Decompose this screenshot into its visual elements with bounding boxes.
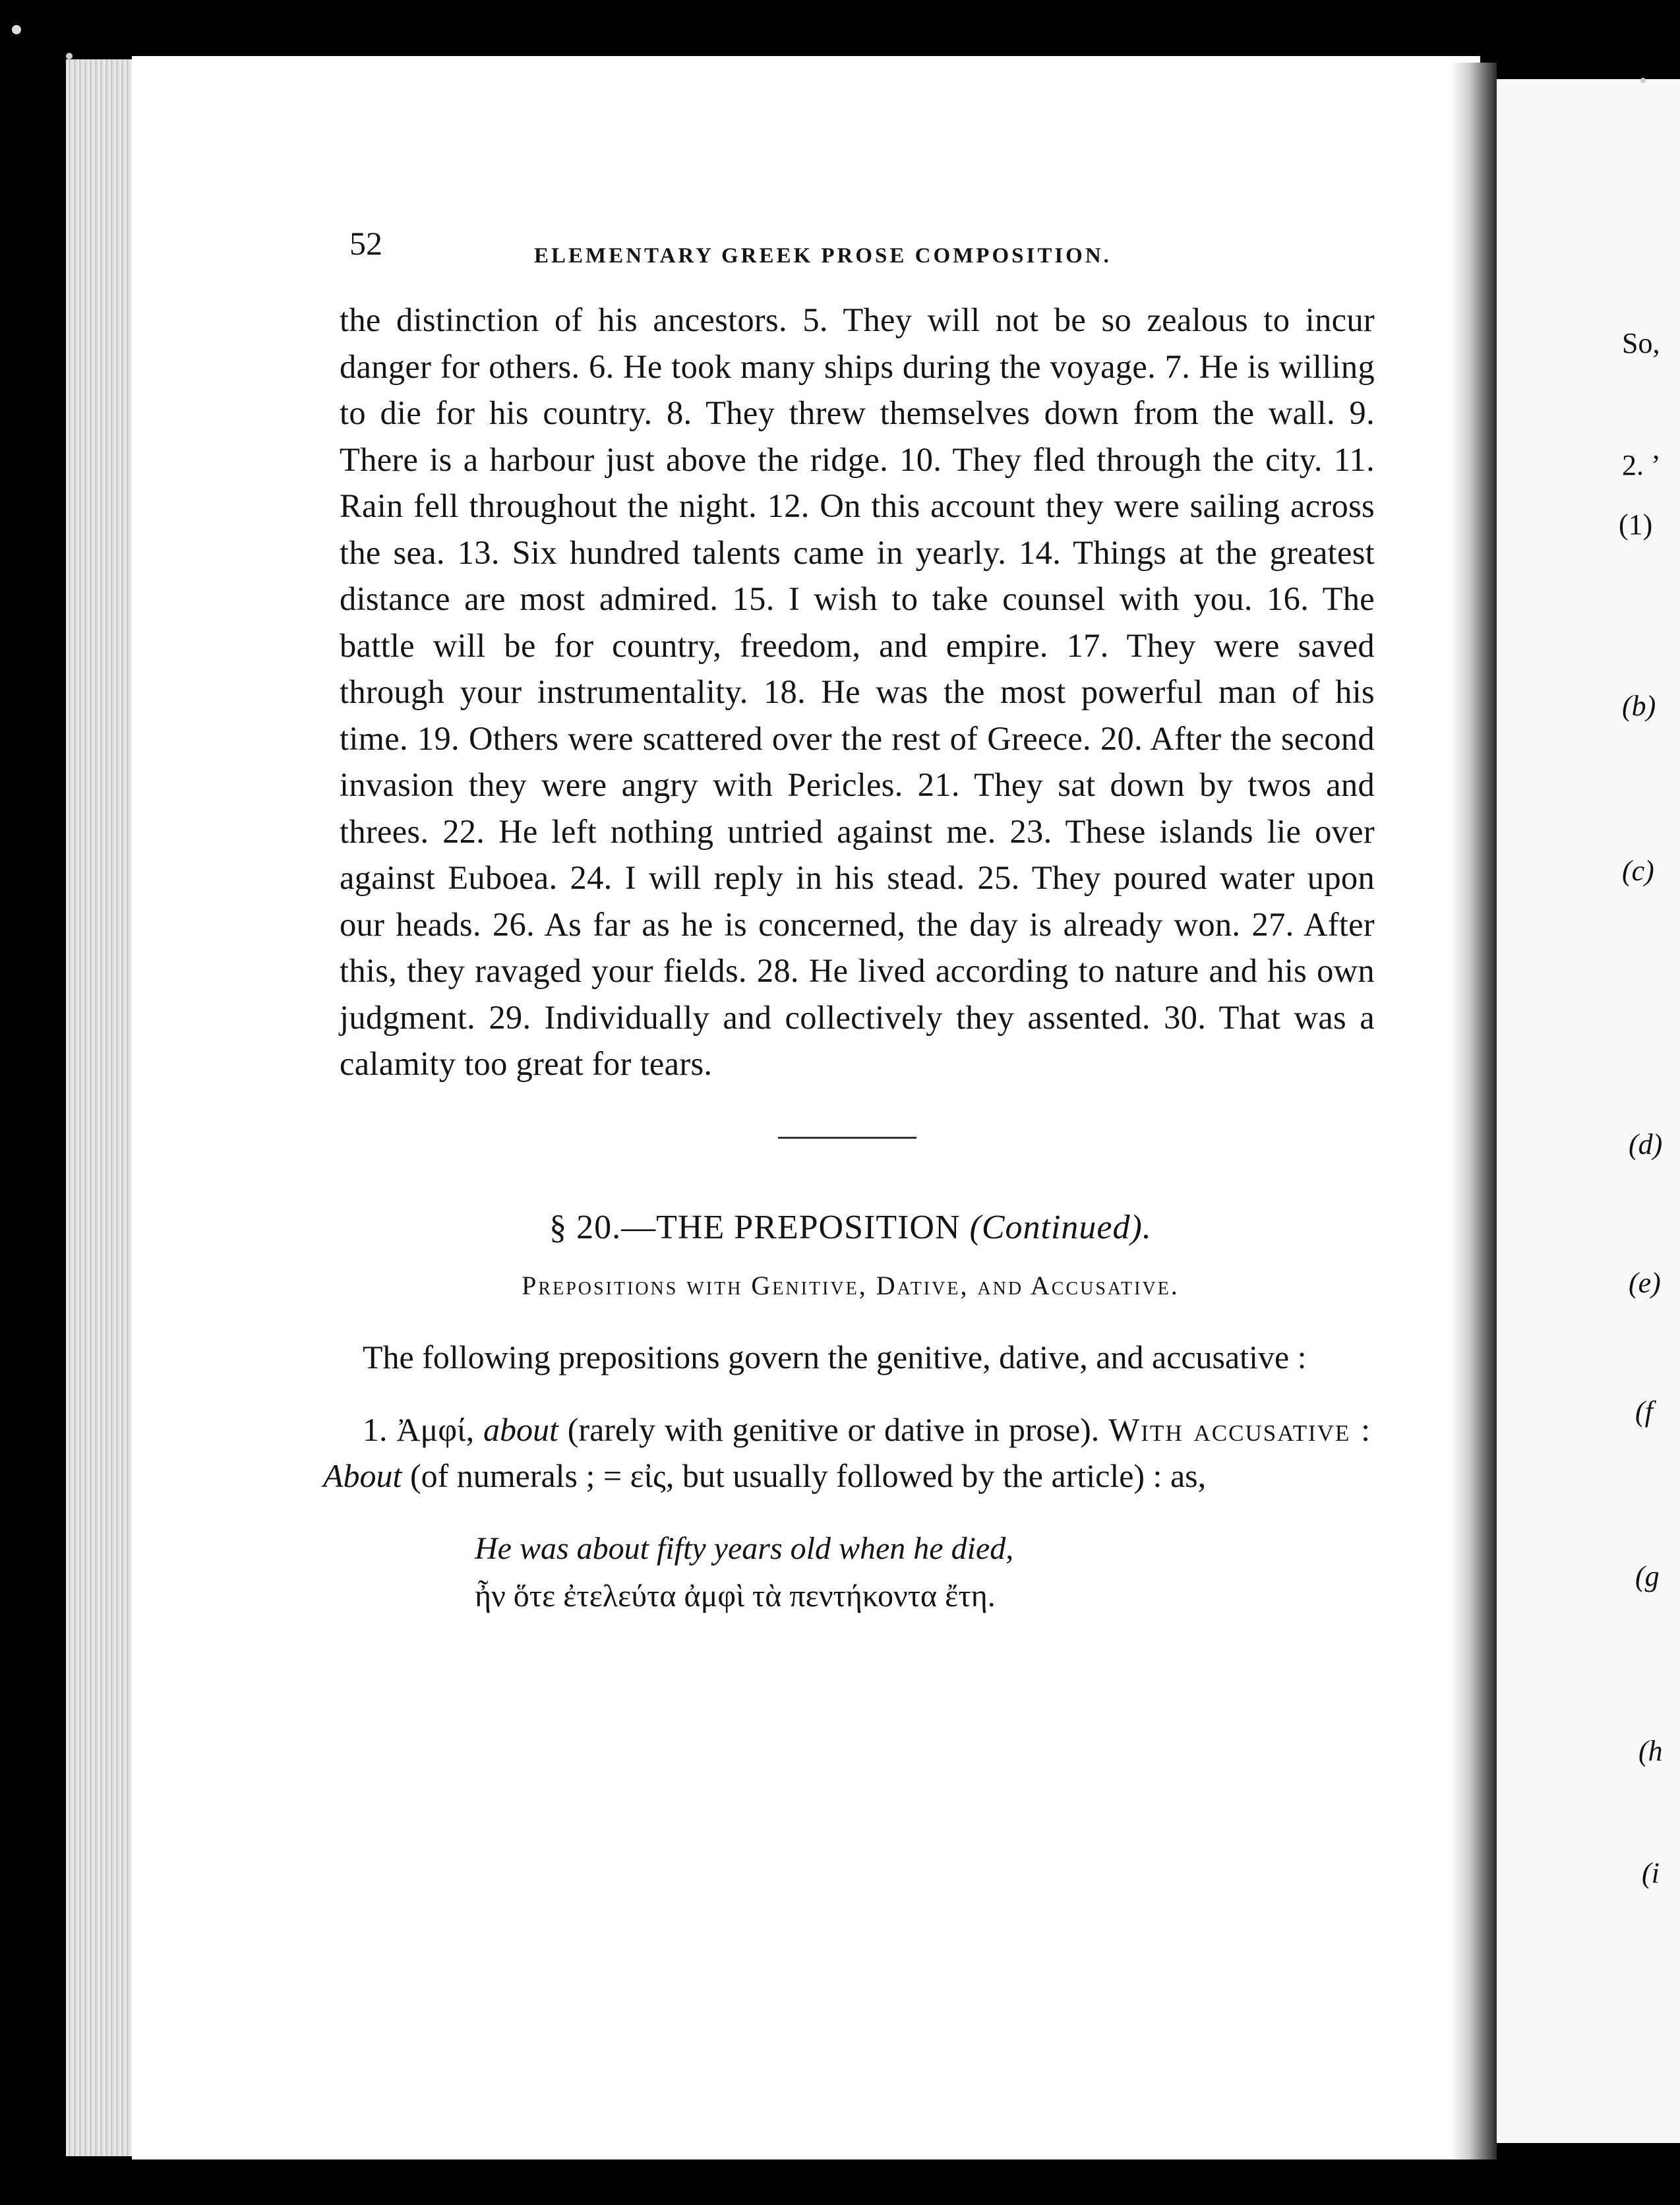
facing-page-marker: (d) (1629, 1128, 1663, 1161)
facing-page-marker: (h (1638, 1735, 1663, 1767)
example-english: He was about fifty years old when he died, (475, 1530, 1014, 1566)
entry-case-label: With accusative : (1108, 1410, 1372, 1448)
preposition-entry-amphi (323, 1406, 1371, 1499)
page-content (323, 211, 1378, 1620)
section-heading-text: § 20.—THE PREPOSITION (549, 1208, 961, 1246)
book-gutter (1451, 63, 1497, 2160)
section-heading (323, 1208, 1378, 1247)
entry-greek-equivalent: εἰς, (630, 1457, 675, 1494)
facing-page-marker: (g (1635, 1560, 1660, 1592)
section-subheading: Prepositions with Genitive, Dative, and Accusative. (522, 1270, 1180, 1300)
example-greek: ἦν ὅτε ἐτελεύτα ἀμφὶ τὰ πεντήκοντα ἔτη. (475, 1578, 996, 1614)
section-divider-rule (778, 1137, 916, 1139)
facing-page-marker: (i (1642, 1857, 1660, 1889)
page-number: 52 (349, 225, 382, 262)
section-heading-suffix: (Continued). (969, 1208, 1152, 1246)
facing-page-marker: (e) (1629, 1267, 1661, 1299)
example-block (475, 1525, 1378, 1620)
entry-detail-a: (of numerals ; = (409, 1457, 622, 1494)
running-title: ELEMENTARY GREEK PROSE COMPOSITION. (534, 244, 1112, 268)
facing-page-fragment (1497, 79, 1680, 2143)
exercise-sentences: the distinction of his ancestors. 5. They will not be so zealous to incur danger for others. 6. He took many ships during the voyage. 7. He is willing to die for his country. 8. They threw themselves down from the wall. 9. There is a harbour just above the ridge. 10. They fled through the city. 11. Rain fell throughout the night. 12. On this account they were sailing across the sea. 13. Six hundred talents came in yearly. 14. Things at the greatest distance are most admired. 15. I wish to take counsel with you. 16. The battle will be for country, freedom, and empire. 17. They were saved through your instrumentality. 18. He was the most powerful man of his time. 19. Others were scattered over the rest of Greece. 20. After the second invasion they were angry with Pericles. 21. They sat down by twos and threes. 22. He left nothing untried against me. 23. These islands lie over against Euboea. 24. I will reply in his stead. 25. They poured water upon our heads. 26. As far as he is concerned, the day is already won. 27. After this, they ravaged your fields. 28. He lived according to nature and his own judgment. 29. Individually and collectively they assented. 30. That was a calamity too great for tears. (340, 301, 1375, 1082)
entry-greek-word: Ἀμφί, (396, 1410, 475, 1448)
entry-meaning: About (323, 1457, 402, 1494)
facing-page-marker: (f (1635, 1395, 1653, 1428)
entry-number: 1. (363, 1410, 388, 1448)
facing-page-marker: (b) (1622, 690, 1656, 722)
entry-detail-b: but usually followed by the article) : as, (682, 1457, 1207, 1494)
facing-page-number: 2. ’ (1622, 449, 1661, 481)
facing-page-word: So, (1622, 327, 1660, 359)
entry-note: (rarely with genitive or dative in prose). (567, 1410, 1100, 1448)
page-edge-stack (66, 59, 138, 2156)
facing-page-marker: (c) (1622, 855, 1654, 887)
facing-page-marker: (1) (1619, 508, 1653, 541)
entry-gloss: about (483, 1410, 558, 1448)
scan-speck (1640, 78, 1646, 83)
intro-paragraph: The following prepositions govern the genitive, dative, and accusative : (363, 1338, 1307, 1375)
running-head (323, 211, 1378, 268)
scan-speck (66, 53, 73, 59)
scan-speck (12, 25, 21, 34)
